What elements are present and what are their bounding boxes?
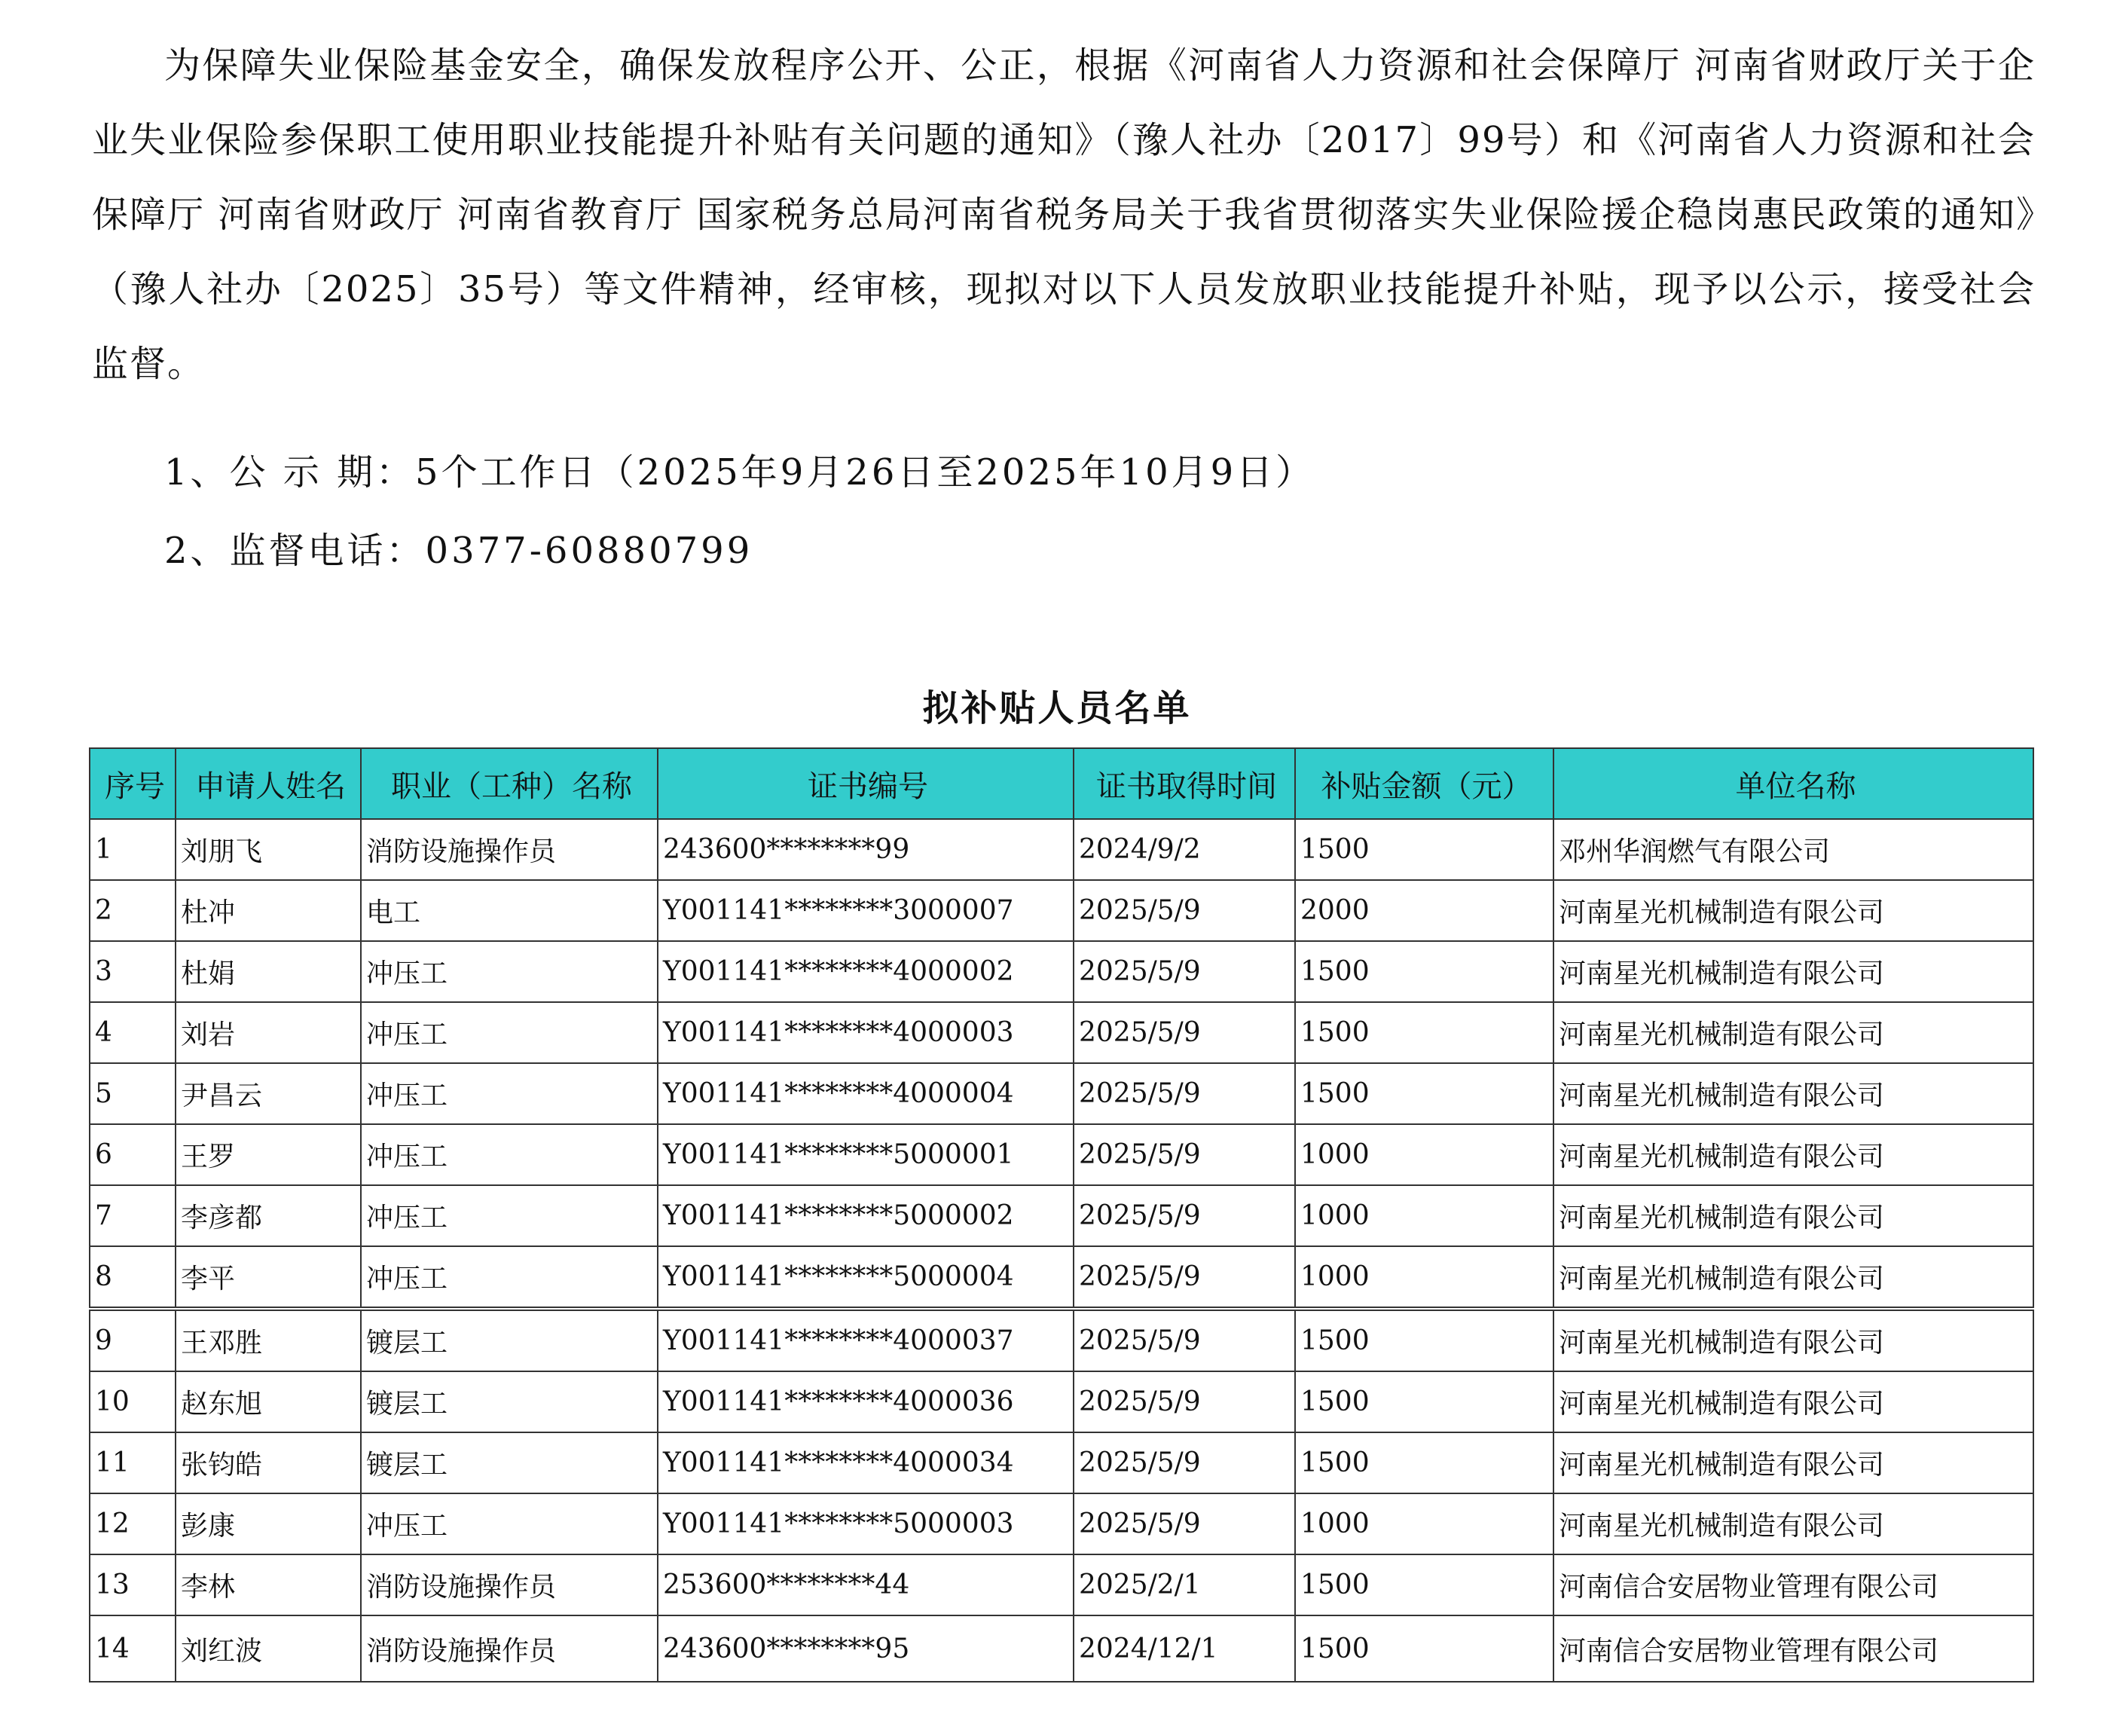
certificate-date-cell: 2025/5/9 <box>1074 880 1295 941</box>
occupation-cell: 消防设施操作员 <box>361 819 658 880</box>
certificate-number-cell: Y001141********5000001 <box>658 1124 1074 1185</box>
table-row <box>90 1615 2033 1682</box>
header-cell: 单位名称 <box>1553 748 2033 819</box>
certificate-number-cell: 243600********95 <box>658 1615 1074 1682</box>
occupation-cell: 消防设施操作员 <box>361 1554 658 1615</box>
row-number-cell: 13 <box>90 1554 176 1615</box>
occupation-cell: 镀层工 <box>361 1432 658 1493</box>
certificate-date-cell: 2025/5/9 <box>1074 1124 1295 1185</box>
intro-paragraph-block <box>92 29 2036 402</box>
subsidy-amount-cell: 1000 <box>1295 1185 1553 1246</box>
occupation-cell: 电工 <box>361 880 658 941</box>
certificate-number-cell: Y001141********4000036 <box>658 1371 1074 1432</box>
table-row <box>90 1124 2033 1185</box>
row-number-cell: 1 <box>90 819 176 880</box>
row-number-cell: 4 <box>90 1002 176 1063</box>
certificate-date-cell: 2024/12/1 <box>1074 1615 1295 1682</box>
notice-period: 1、公 示 期：5个工作日（2025年9月26日至2025年10月9日） <box>164 451 1315 494</box>
applicant-name-cell: 彭康 <box>176 1493 361 1554</box>
subsidy-amount-cell: 1000 <box>1295 1124 1553 1185</box>
intro-paragraph: 为保障失业保险基金安全，确保发放程序公开、公正，根据《河南省人力资源和社会保障厅 河南省财政厅关于企业失业保险参保职工使用职业技能提升补贴有关问题的通知》（豫人社办〔2017〕99号）和《河南省人力资源和社会保障厅 河南省财政厅 河南省教育厅 国家税务总局河南省税务局关于我省贯彻落实失业保险援企稳岗惠民政策的通知》（豫人社办〔2025〕35号）等文件精神，经审核，现拟对以下人员发放职业技能提升补贴，现予以公示，接受社会监督。 <box>92 44 2036 385</box>
table-row <box>90 1554 2033 1615</box>
header-cell: 序号 <box>90 748 176 819</box>
header-cell: 职业（工种）名称 <box>361 748 658 819</box>
occupation-cell: 冲压工 <box>361 1185 658 1246</box>
subsidy-amount-cell: 1500 <box>1295 1371 1553 1432</box>
certificate-number-cell: Y001141********5000003 <box>658 1493 1074 1554</box>
certificate-date-cell: 2025/5/9 <box>1074 1309 1295 1371</box>
company-name-cell: 河南星光机械制造有限公司 <box>1553 1432 2033 1493</box>
row-number-cell: 8 <box>90 1246 176 1309</box>
row-number-cell: 7 <box>90 1185 176 1246</box>
occupation-cell: 冲压工 <box>361 1246 658 1309</box>
subsidy-amount-cell: 1500 <box>1295 819 1553 880</box>
company-name-cell: 河南星光机械制造有限公司 <box>1553 941 2033 1002</box>
certificate-date-cell: 2025/5/9 <box>1074 1063 1295 1124</box>
subsidy-amount-cell: 2000 <box>1295 880 1553 941</box>
company-name-cell: 河南信合安居物业管理有限公司 <box>1553 1554 2033 1615</box>
company-name-cell: 河南星光机械制造有限公司 <box>1553 1063 2033 1124</box>
subsidy-amount-cell: 1500 <box>1295 1063 1553 1124</box>
row-number-cell: 12 <box>90 1493 176 1554</box>
applicant-name-cell: 张钧皓 <box>176 1432 361 1493</box>
certificate-number-cell: Y001141********3000007 <box>658 880 1074 941</box>
occupation-cell: 镀层工 <box>361 1371 658 1432</box>
applicant-name-cell: 刘岩 <box>176 1002 361 1063</box>
table-row <box>90 1309 2033 1371</box>
applicant-name-cell: 杜娟 <box>176 941 361 1002</box>
row-number-cell: 11 <box>90 1432 176 1493</box>
occupation-cell: 镀层工 <box>361 1309 658 1371</box>
certificate-number-cell: Y001141********5000002 <box>658 1185 1074 1246</box>
table-row <box>90 1371 2033 1432</box>
certificate-date-cell: 2025/5/9 <box>1074 1432 1295 1493</box>
occupation-cell: 冲压工 <box>361 941 658 1002</box>
certificate-date-cell: 2025/5/9 <box>1074 1185 1295 1246</box>
certificate-number-cell: 253600********44 <box>658 1554 1074 1615</box>
row-number-cell: 9 <box>90 1309 176 1371</box>
applicant-name-cell: 王罗 <box>176 1124 361 1185</box>
occupation-cell: 冲压工 <box>361 1493 658 1554</box>
certificate-date-cell: 2025/5/9 <box>1074 941 1295 1002</box>
applicant-name-cell: 刘红波 <box>176 1615 361 1682</box>
table-title: 拟补贴人员名单 <box>922 687 1192 729</box>
table-row <box>90 1002 2033 1063</box>
certificate-number-cell: Y001141********4000004 <box>658 1063 1074 1124</box>
occupation-cell: 冲压工 <box>361 1002 658 1063</box>
table-row <box>90 1432 2033 1493</box>
certificate-number-cell: Y001141********4000037 <box>658 1309 1074 1371</box>
subsidy-list-table <box>89 747 2034 1683</box>
applicant-name-cell: 杜冲 <box>176 880 361 941</box>
applicant-name-cell: 刘朋飞 <box>176 819 361 880</box>
certificate-date-cell: 2025/5/9 <box>1074 1493 1295 1554</box>
header-cell: 证书取得时间 <box>1074 748 1295 819</box>
company-name-cell: 河南星光机械制造有限公司 <box>1553 1185 2033 1246</box>
applicant-name-cell: 赵东旭 <box>176 1371 361 1432</box>
certificate-number-cell: 243600********99 <box>658 819 1074 880</box>
certificate-date-cell: 2025/5/9 <box>1074 1371 1295 1432</box>
row-number-cell: 6 <box>90 1124 176 1185</box>
occupation-cell: 冲压工 <box>361 1063 658 1124</box>
company-name-cell: 河南星光机械制造有限公司 <box>1553 1371 2033 1432</box>
table-row <box>90 1493 2033 1554</box>
subsidy-amount-cell: 1000 <box>1295 1493 1553 1554</box>
occupation-cell: 冲压工 <box>361 1124 658 1185</box>
company-name-cell: 河南星光机械制造有限公司 <box>1553 1124 2033 1185</box>
table-header-row <box>90 748 2033 819</box>
applicant-name-cell: 李林 <box>176 1554 361 1615</box>
subsidy-amount-cell: 1500 <box>1295 1309 1553 1371</box>
table-row <box>90 1246 2033 1309</box>
certificate-number-cell: Y001141********4000002 <box>658 941 1074 1002</box>
table-row <box>90 819 2033 880</box>
certificate-number-cell: Y001141********4000003 <box>658 1002 1074 1063</box>
subsidy-amount-cell: 1500 <box>1295 1615 1553 1682</box>
subsidy-amount-cell: 1000 <box>1295 1246 1553 1309</box>
company-name-cell: 河南星光机械制造有限公司 <box>1553 1002 2033 1063</box>
applicant-name-cell: 王邓胜 <box>176 1309 361 1371</box>
company-name-cell: 河南星光机械制造有限公司 <box>1553 880 2033 941</box>
supervision-phone: 2、监督电话：0377-60880799 <box>164 530 753 572</box>
subsidy-amount-cell: 1500 <box>1295 1432 1553 1493</box>
company-name-cell: 邓州华润燃气有限公司 <box>1553 819 2033 880</box>
row-number-cell: 3 <box>90 941 176 1002</box>
applicant-name-cell: 尹昌云 <box>176 1063 361 1124</box>
table-row <box>90 1185 2033 1246</box>
company-name-cell: 河南星光机械制造有限公司 <box>1553 1246 2033 1309</box>
row-number-cell: 5 <box>90 1063 176 1124</box>
header-cell: 申请人姓名 <box>176 748 361 819</box>
table-row <box>90 1063 2033 1124</box>
table-row <box>90 880 2033 941</box>
row-number-cell: 10 <box>90 1371 176 1432</box>
company-name-cell: 河南星光机械制造有限公司 <box>1553 1309 2033 1371</box>
header-cell: 补贴金额（元） <box>1295 748 1553 819</box>
row-number-cell: 2 <box>90 880 176 941</box>
applicant-name-cell: 李平 <box>176 1246 361 1309</box>
company-name-cell: 河南信合安居物业管理有限公司 <box>1553 1615 2033 1682</box>
header-cell: 证书编号 <box>658 748 1074 819</box>
subsidy-amount-cell: 1500 <box>1295 1554 1553 1615</box>
row-number-cell: 14 <box>90 1615 176 1682</box>
applicant-name-cell: 李彦都 <box>176 1185 361 1246</box>
table-row <box>90 941 2033 1002</box>
subsidy-amount-cell: 1500 <box>1295 1002 1553 1063</box>
certificate-date-cell: 2025/2/1 <box>1074 1554 1295 1615</box>
certificate-date-cell: 2025/5/9 <box>1074 1002 1295 1063</box>
certificate-number-cell: Y001141********4000034 <box>658 1432 1074 1493</box>
occupation-cell: 消防设施操作员 <box>361 1615 658 1682</box>
company-name-cell: 河南星光机械制造有限公司 <box>1553 1493 2033 1554</box>
certificate-number-cell: Y001141********5000004 <box>658 1246 1074 1309</box>
subsidy-amount-cell: 1500 <box>1295 941 1553 1002</box>
certificate-date-cell: 2025/5/9 <box>1074 1246 1295 1309</box>
certificate-date-cell: 2024/9/2 <box>1074 819 1295 880</box>
